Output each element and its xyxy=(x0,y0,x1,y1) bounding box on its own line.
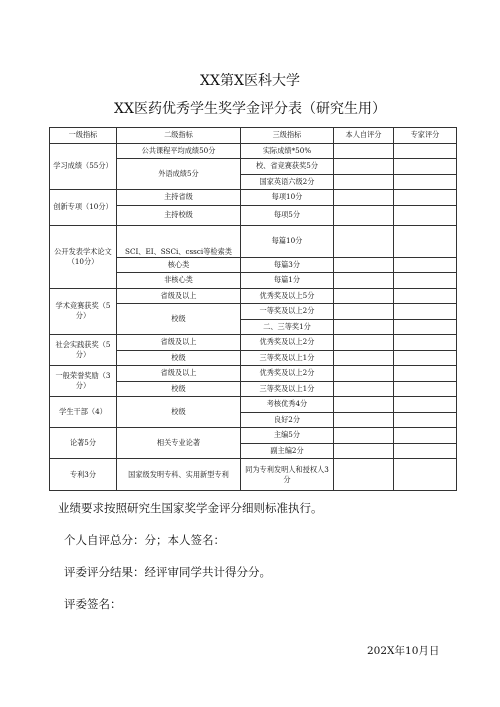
self-score-cell[interactable] xyxy=(334,190,394,206)
level3-cell: 国家英语六级2分 xyxy=(241,174,334,190)
level2-cell: 省级及以上 xyxy=(117,335,241,351)
self-score-cell[interactable] xyxy=(334,335,394,351)
scoring-table xyxy=(49,127,457,491)
level3-cell: 主编5分 xyxy=(241,428,334,444)
self-score-cell[interactable] xyxy=(334,428,394,444)
level3-cell: 三等奖及以上1分 xyxy=(241,350,334,366)
self-score-cell[interactable] xyxy=(334,412,394,428)
expert-score-cell[interactable] xyxy=(394,304,457,320)
level2-cell: 公共课程平均成绩50分 xyxy=(117,143,241,159)
expert-score-cell[interactable] xyxy=(394,381,457,397)
table-row xyxy=(50,397,457,413)
expert-score-cell[interactable] xyxy=(394,225,457,257)
level3-cell: 考核优秀4分 xyxy=(241,397,334,413)
expert-score-cell[interactable] xyxy=(394,190,457,206)
self-score-cell[interactable] xyxy=(334,205,394,225)
self-score-cell[interactable] xyxy=(334,174,394,190)
level3-cell: 每篇1分 xyxy=(241,273,334,289)
self-score-cell[interactable] xyxy=(334,381,394,397)
level1-monographs: 论著5分 xyxy=(50,428,117,459)
expert-score-cell[interactable] xyxy=(394,273,457,289)
level3-cell: 每项10分 xyxy=(241,190,334,206)
committee-result-line: 评委评分结果：经评审同学共计得分分。 xyxy=(64,565,271,579)
self-score-cell[interactable] xyxy=(334,459,394,491)
level3-cell: 良好2分 xyxy=(241,412,334,428)
level2-cell: SCI、EI、SSCi、cssci等检索类 xyxy=(117,225,241,257)
level2-cell: 核心类 xyxy=(117,257,241,273)
level2-cell: 省级及以上 xyxy=(117,288,241,304)
level2-cell: 校级 xyxy=(117,350,241,366)
table-row xyxy=(50,428,457,444)
expert-score-cell[interactable] xyxy=(394,319,457,335)
level2-cell: 主持省级 xyxy=(117,190,241,206)
level2-cell: 校级 xyxy=(117,397,241,428)
expert-score-cell[interactable] xyxy=(394,335,457,351)
table-header-row xyxy=(50,128,457,144)
committee-signature-line: 评委签名： xyxy=(64,597,122,611)
level3-cell: 优秀奖及以上5分 xyxy=(241,288,334,304)
header-expert-score: 专家评分 xyxy=(394,128,457,144)
level3-cell: 每项5分 xyxy=(241,205,334,225)
level3-cell: 优秀奖及以上2分 xyxy=(241,335,334,351)
level2-cell: 主持校级 xyxy=(117,205,241,225)
level3-cell: 校、省竞赛获奖5分 xyxy=(241,159,334,175)
level2-cell: 外语成绩5分 xyxy=(117,159,241,190)
level3-cell: 同为专利发明人和授权人3分 xyxy=(241,459,334,491)
self-score-cell[interactable] xyxy=(334,288,394,304)
header-level1: 一级指标 xyxy=(50,128,117,144)
self-score-line: 个人自评总分：分；本人签名： xyxy=(64,533,225,547)
header-level3: 三级指标 xyxy=(241,128,334,144)
level1-papers: 公开发表学术论文（10分） xyxy=(50,225,117,288)
level3-cell: 每篇3分 xyxy=(241,257,334,273)
expert-score-cell[interactable] xyxy=(394,397,457,413)
self-score-cell[interactable] xyxy=(334,257,394,273)
self-score-cell[interactable] xyxy=(334,397,394,413)
table-row xyxy=(50,366,457,382)
self-score-cell[interactable] xyxy=(334,443,394,459)
table-row xyxy=(50,288,457,304)
expert-score-cell[interactable] xyxy=(394,288,457,304)
level1-innovation: 创新专项（10分） xyxy=(50,190,117,226)
self-score-cell[interactable] xyxy=(334,304,394,320)
level3-cell: 实际成绩*50% xyxy=(241,143,334,159)
table-row xyxy=(50,143,457,159)
expert-score-cell[interactable] xyxy=(394,443,457,459)
self-score-cell[interactable] xyxy=(334,319,394,335)
expert-score-cell[interactable] xyxy=(394,174,457,190)
expert-score-cell[interactable] xyxy=(394,428,457,444)
self-score-cell[interactable] xyxy=(334,225,394,257)
expert-score-cell[interactable] xyxy=(394,205,457,225)
table-row xyxy=(50,335,457,351)
level1-honors: 一般荣誉奖励（3分） xyxy=(50,366,117,397)
level2-cell: 国家级发明专科、实用新型专利 xyxy=(117,459,241,491)
level3-cell: 三等奖及以上1分 xyxy=(241,381,334,397)
level3-cell: 一等奖及以上2分 xyxy=(241,304,334,320)
form-title: XX医药优秀学生奖学金评分表（研究生用） xyxy=(114,101,386,117)
level1-patents: 专利3分 xyxy=(50,459,117,491)
table-row xyxy=(50,190,457,206)
level2-cell: 校级 xyxy=(117,304,241,335)
expert-score-cell[interactable] xyxy=(394,257,457,273)
level3-cell: 优秀奖及以上2分 xyxy=(241,366,334,382)
self-score-cell[interactable] xyxy=(334,143,394,159)
performance-note: 业绩要求按照研究生国家奖学金评分细则标准执行。 xyxy=(58,501,323,515)
level2-cell: 非核心类 xyxy=(117,273,241,289)
header-self-score: 本人自评分 xyxy=(334,128,394,144)
level1-competition: 学术竞赛获奖（5分） xyxy=(50,288,117,335)
expert-score-cell[interactable] xyxy=(394,412,457,428)
level3-cell: 副主编2分 xyxy=(241,443,334,459)
level2-cell: 省级及以上 xyxy=(117,366,241,382)
self-score-cell[interactable] xyxy=(334,350,394,366)
level1-student-cadre: 学生干部（4） xyxy=(50,397,117,428)
self-score-cell[interactable] xyxy=(334,273,394,289)
expert-score-cell[interactable] xyxy=(394,159,457,175)
expert-score-cell[interactable] xyxy=(394,366,457,382)
expert-score-cell[interactable] xyxy=(394,143,457,159)
self-score-cell[interactable] xyxy=(334,159,394,175)
expert-score-cell[interactable] xyxy=(394,350,457,366)
level3-cell: 每篇10分 xyxy=(241,225,334,257)
level2-cell: 相关专业论著 xyxy=(117,428,241,459)
level1-social-practice: 社会实践获奖（5分） xyxy=(50,335,117,366)
header-level2: 二级指标 xyxy=(117,128,241,144)
level2-cell: 校级 xyxy=(117,381,241,397)
table-row xyxy=(50,459,457,491)
table-row xyxy=(50,225,457,257)
document-title: XX第X医科大学 xyxy=(200,73,300,89)
level1-academic: 学习成绩（55分） xyxy=(50,143,117,190)
expert-score-cell[interactable] xyxy=(394,459,457,491)
document-date: 202X年10月日 xyxy=(367,645,440,657)
self-score-cell[interactable] xyxy=(334,366,394,382)
level3-cell: 二、三等奖1分 xyxy=(241,319,334,335)
